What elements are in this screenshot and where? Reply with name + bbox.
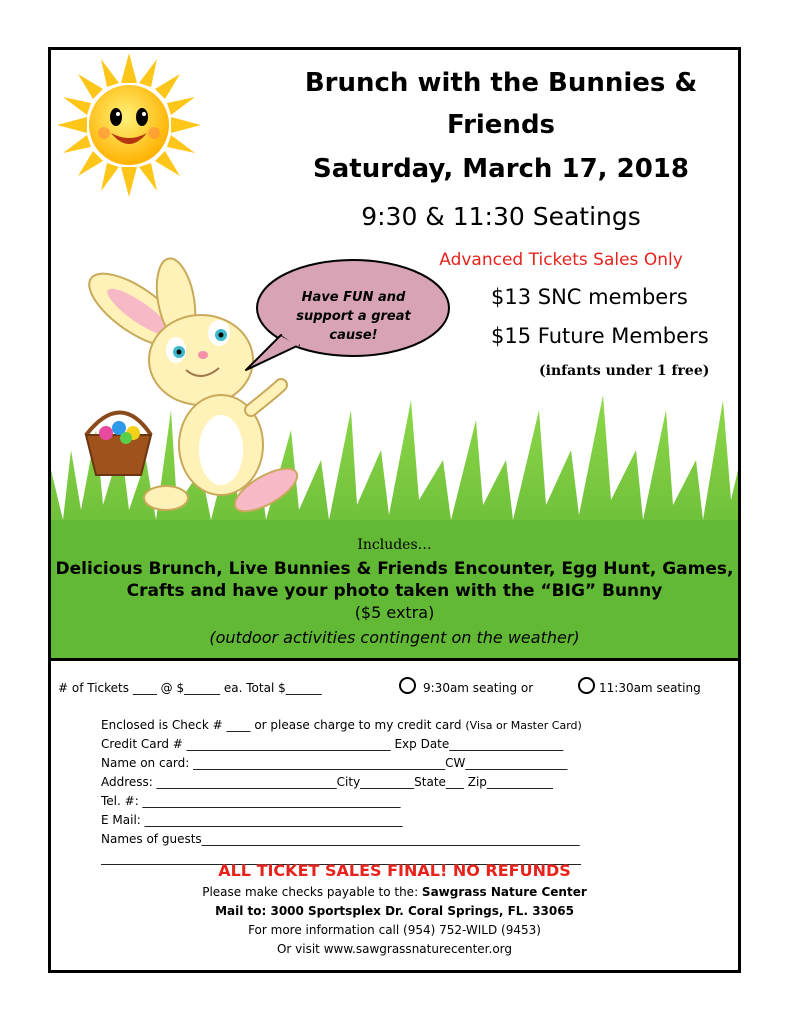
- price-members: $13 SNC members: [491, 285, 688, 309]
- sun-icon: [57, 53, 201, 197]
- infants-note: (infants under 1 free): [539, 363, 710, 379]
- speech-bubble-text: Have FUN and support a great cause!: [296, 290, 411, 343]
- name-on-card-field[interactable]: Name on card: __________________________________________CW_________________: [101, 756, 568, 770]
- seating-1130-radio[interactable]: [578, 677, 595, 694]
- includes-description: Delicious Brunch, Live Bunnies & Friends Encounter, Egg Hunt, Games, Crafts and have your photo taken with the “BIG” Bunny: [55, 559, 734, 601]
- credit-card-field[interactable]: Credit Card # __________________________________ Exp Date___________________: [101, 737, 564, 751]
- advanced-sales-note: Advanced Tickets Sales Only: [439, 250, 683, 270]
- telephone-field[interactable]: Tel. #: ___________________________________________: [101, 794, 401, 808]
- contact-info: [51, 883, 738, 959]
- website-info: Or visit www.sawgrassnaturecenter.org: [276, 942, 513, 956]
- weather-note: (outdoor activities contingent on the weather): [209, 628, 580, 647]
- seating-930-radio[interactable]: [399, 677, 416, 694]
- mail-address: Mail to: 3000 Sportsplex Dr. Coral Springs, FL. 33065: [215, 904, 574, 918]
- includes-label: Includes…: [357, 537, 432, 553]
- event-seatings: 9:30 & 11:30 Seatings: [361, 202, 641, 231]
- event-date: Saturday, March 17, 2018: [313, 154, 689, 184]
- email-field[interactable]: E Mail: ___________________________________________: [101, 813, 403, 827]
- phone-info: For more information call (954) 752-WILD (9453): [248, 923, 541, 937]
- price-future-members: $15 Future Members: [491, 324, 709, 348]
- tickets-quantity-line[interactable]: # of Tickets ____ @ $______ ea. Total $______: [58, 681, 322, 695]
- event-title: Brunch with the Bunnies & Friends: [304, 68, 698, 140]
- guest-names-extra-line[interactable]: ________________________________________________________________________________: [101, 851, 581, 865]
- address-field[interactable]: Address: ______________________________City_________State___ Zip___________: [101, 775, 553, 789]
- seating-1130-label: 11:30am seating: [599, 681, 701, 695]
- payment-fields: [101, 716, 731, 868]
- order-form: [51, 661, 738, 970]
- seating-930-label: 9:30am seating or: [423, 681, 534, 695]
- check-line[interactable]: Enclosed is Check # ____ or please charge to my credit card (Visa or Master Card): [101, 718, 582, 732]
- flyer-frame: [48, 47, 741, 973]
- no-refunds-notice: ALL TICKET SALES FINAL! NO REFUNDS: [218, 861, 571, 880]
- flyer-header: [51, 50, 738, 658]
- guest-names-field[interactable]: Names of guests_______________________________________________________________: [101, 832, 580, 846]
- payable-line: Please make checks payable to the: Sawgrass Nature Center: [202, 885, 587, 899]
- photo-extra-cost: ($5 extra): [354, 603, 435, 622]
